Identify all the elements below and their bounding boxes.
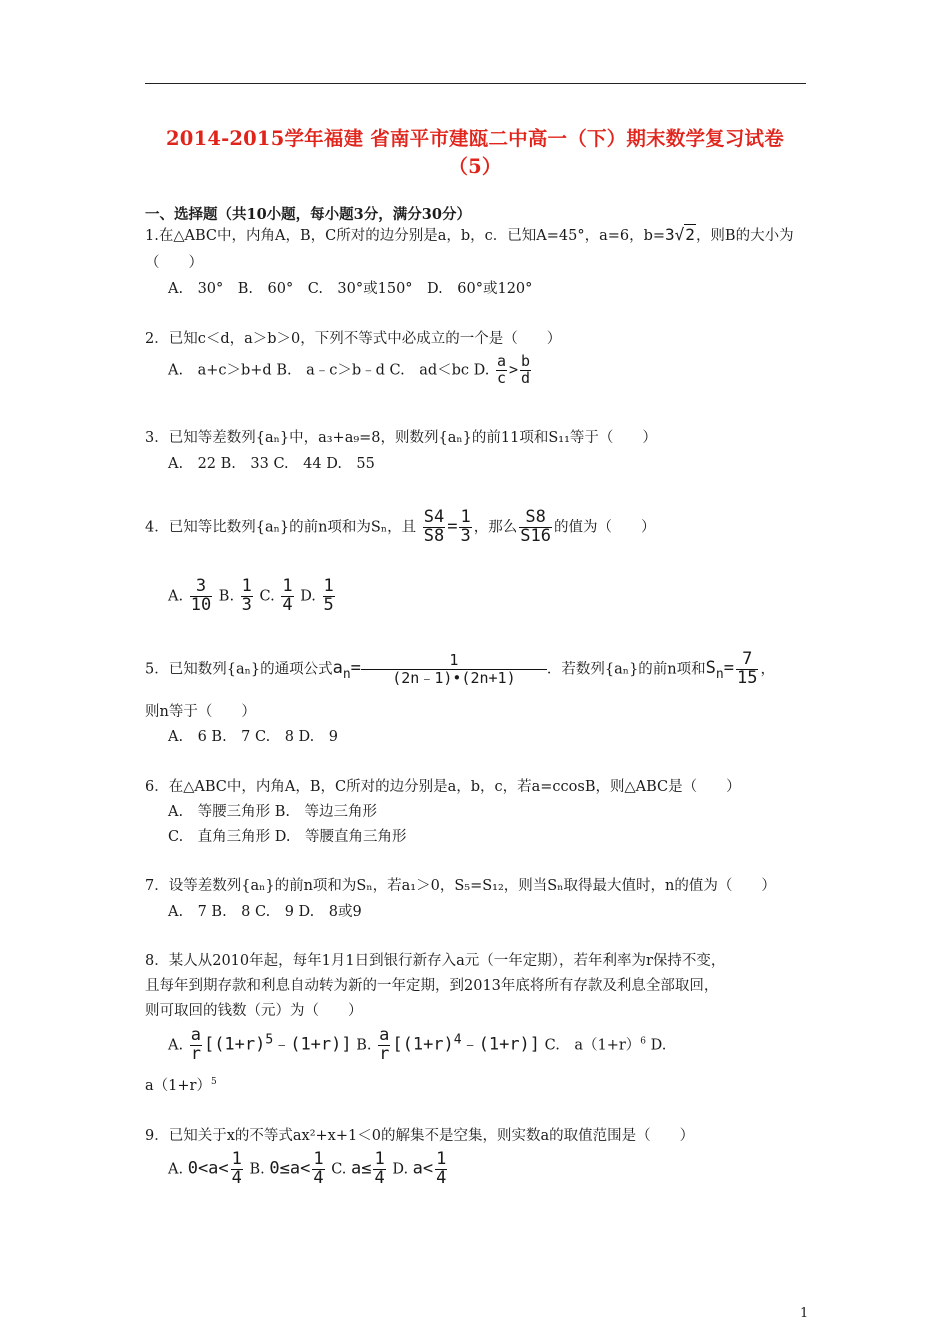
frac-den: 3 [241,594,252,615]
q4-eq: = [447,516,458,537]
frac-num: 1 [460,507,471,527]
frac-den: (2n﹣1)•(2n+1) [361,669,547,687]
q8-opt-a-expr1: [(1+r) [203,1034,266,1055]
frac-num: 1 [282,576,293,596]
q4-frac-1-3 [459,509,471,546]
question-7: 7．设等差数列{aₙ}的前n项和为Sₙ，若a₁＞0，S₅=S₁₂，则当Sₙ取得最大值时，n的值为（ ） [145,878,776,894]
frac-num: 7 [742,649,753,669]
frac-den: 4 [282,594,293,615]
q8-opt-b-expr1: [(1+r) [392,1034,454,1055]
q8-opt-b-expr2: ﹣(1+r)] [461,1034,541,1055]
q5-comma: ， [760,661,775,678]
q4-text-b: ，那么 [473,519,518,536]
question-6: 6．在△ABC中，内角A，B，C所对的边分别是a，b，c，若a=ccosB，则△ABC是（ ） [145,779,741,795]
frac-num: a [496,352,507,370]
q4-options [168,578,337,615]
q5-eq: = [350,658,361,679]
frac-num: b [521,352,531,370]
frac-num: S8 [525,507,546,527]
q9-opt-a-label: A. [168,1161,184,1178]
q4-text-c: 的值为（ ） [553,519,656,536]
q4-frac-s8-s16 [519,509,552,546]
question-8-line-3: 则可取回的钱数（元）为（ ） [145,1003,363,1019]
q5-sn [705,658,734,683]
q5-sn-base: S [705,658,716,679]
q9-opt-b-expr: 0≤a< [269,1158,311,1179]
q5-text-c: 则n等于（ ） [145,704,256,720]
q5-options: A. 6 B. 7 C. 8 D. 9 [168,729,338,745]
frac-num: 1 [374,1149,385,1169]
frac-den: 4 [374,1167,385,1188]
frac-den: 4 [436,1167,447,1188]
q8-opt-d-exp: 5 [210,1077,217,1087]
q8-opt-b-frac [378,1027,390,1064]
q9-opt-d-frac [435,1151,447,1188]
question-9: 9．已知关于x的不等式ax²+x+1＜0的解集不是空集，则实数a的取值范围是（ ） [145,1128,695,1144]
frac-den: r [190,1043,201,1064]
q1-sqrt: 3√2 [665,225,695,244]
q9-opt-d-expr: a< [412,1158,434,1179]
q2-d-frac-2 [520,354,531,387]
q2-d-frac-1 [496,354,507,387]
q9-options [168,1151,449,1188]
q8-opt-d-continued [145,1074,217,1095]
q4-opt-c-label: C. [259,588,275,605]
q1-text-b: ，则B的大小为 [695,228,794,244]
question-4 [145,509,655,546]
q8-options [168,1027,666,1064]
q8-opt-b-label: B. [356,1037,372,1054]
frac-den: 3 [460,525,471,546]
q5-frac-7-15 [736,651,758,688]
frac-num: 1 [241,576,252,596]
q8-opt-d-text: a（1+r） [145,1078,211,1094]
q4-opt-a-frac [190,578,212,615]
q8-opt-b-exp: 4 [453,1032,462,1048]
q1-paren: （ ） [145,255,203,271]
frac-num: 1 [231,1149,242,1169]
q3-options: A. 22 B. 33 C. 44 D. 55 [168,456,375,472]
frac-num: a [379,1025,390,1045]
q5-an-base: a [332,658,343,679]
q4-opt-a-label: A. [168,588,184,605]
q5-eq2: = [723,658,734,679]
q9-opt-a-expr: 0<a< [187,1158,229,1179]
frac-den: d [521,368,531,387]
question-8-line-2: 且每年到期存款和利息自动转为新的一年定期，到2013年底将所有存款及利息全部取回， [145,978,719,994]
frac-den: c [496,368,507,387]
frac-den: 5 [323,594,334,615]
page-number: 1 [800,1306,809,1321]
frac-den: 10 [190,594,212,615]
q5-sn-sub: n [715,667,724,683]
q6-options-cd: C. 直角三角形 D. 等腰直角三角形 [168,829,407,845]
exam-title-line1: 2014-2015学年福建 省南平市建瓯二中高一（下）期末数学复习试卷 [166,127,784,150]
q8-opt-c: C. a（1+r） [544,1037,641,1054]
question-8-line-1: 8．某人从2010年起，每年1月1日到银行新存入a元（一年定期），若年利率为r保持不变， [145,953,726,969]
frac-num: 1 [436,1149,447,1169]
header-rule [145,83,806,84]
frac-den: r [379,1043,390,1064]
q4-text-a: 4．已知等比数列{aₙ}的前n项和为Sₙ，且 [145,519,417,536]
frac-den: 4 [231,1167,242,1188]
frac-num: a [190,1025,201,1045]
frac-num: 1 [313,1149,324,1169]
q4-opt-b-frac [241,578,253,615]
q1-coef: 3 [665,225,675,244]
question-5 [145,651,775,688]
q4-opt-c-frac [281,578,293,615]
question-3: 3．已知等差数列{aₙ}中，a₃+a₉=8，则数列{aₙ}的前11项和S₁₁等于（ ） [145,430,657,446]
q8-opt-d-label: D. [650,1037,667,1054]
q7-options: A. 7 B. 8 C. 9 D. 8或9 [168,904,362,920]
q8-opt-c-exp: 6 [640,1036,647,1047]
frac-num: 3 [195,576,207,596]
q8-opt-a-exp: 5 [265,1032,274,1048]
q1-radicand: 2 [685,225,695,244]
q2-options [168,354,533,387]
q2-gt: > [509,360,519,379]
q9-opt-c-expr: a≤ [351,1158,372,1179]
exam-title-line2: （5） [448,155,502,178]
q9-opt-a-frac [231,1151,243,1188]
q4-opt-b-label: B. [218,588,235,605]
q5-text-b: ．若数列{aₙ}的前n项和 [546,661,706,678]
q4-opt-d-frac [323,578,335,615]
q9-opt-d-label: D. [392,1161,409,1178]
frac-den: S8 [423,525,445,546]
frac-num: 1 [449,651,459,670]
q5-text-a: 5．已知数列{aₙ}的通项公式 [145,661,333,678]
q4-opt-d-label: D. [300,588,316,605]
question-2: 2．已知c＜d，a＞b＞0，下列不等式中必成立的一个是（ ） [145,331,562,347]
q5-an-sub: n [342,667,351,683]
q8-opt-a-frac [190,1027,202,1064]
frac-num: S4 [423,507,445,527]
q8-opt-a-label: A. [168,1037,184,1054]
q9-opt-c-frac [373,1151,385,1188]
frac-den: 15 [736,667,758,688]
q6-options-ab: A. 等腰三角形 B. 等边三角形 [168,804,377,820]
q8-opt-a-expr2: ﹣(1+r)] [273,1034,352,1055]
q9-opt-c-label: C. [331,1161,347,1178]
section-heading: 一、选择题（共10小题，每小题3分，满分30分） [145,206,471,223]
q1-options: A. 30° B. 60° C. 30°或150° D. 60°或120° [168,281,533,297]
frac-den: S16 [520,525,551,546]
question-1 [145,224,794,245]
q5-general-term-frac [361,652,547,686]
frac-den: 4 [313,1167,324,1188]
q9-opt-b-label: B. [249,1161,265,1178]
frac-num: 1 [323,576,334,596]
q4-frac-s4-s8 [423,509,445,546]
q2-options-text: A. a+c＞b+d B. a﹣c＞b﹣d C. ad＜bc D. [168,362,490,379]
q9-opt-b-frac [312,1151,324,1188]
q1-text-a: 1.在△ABC中，内角A，B，C所对的边分别是a，b，c．已知A=45°，a=6，b= [145,228,666,244]
q5-an [332,658,361,683]
